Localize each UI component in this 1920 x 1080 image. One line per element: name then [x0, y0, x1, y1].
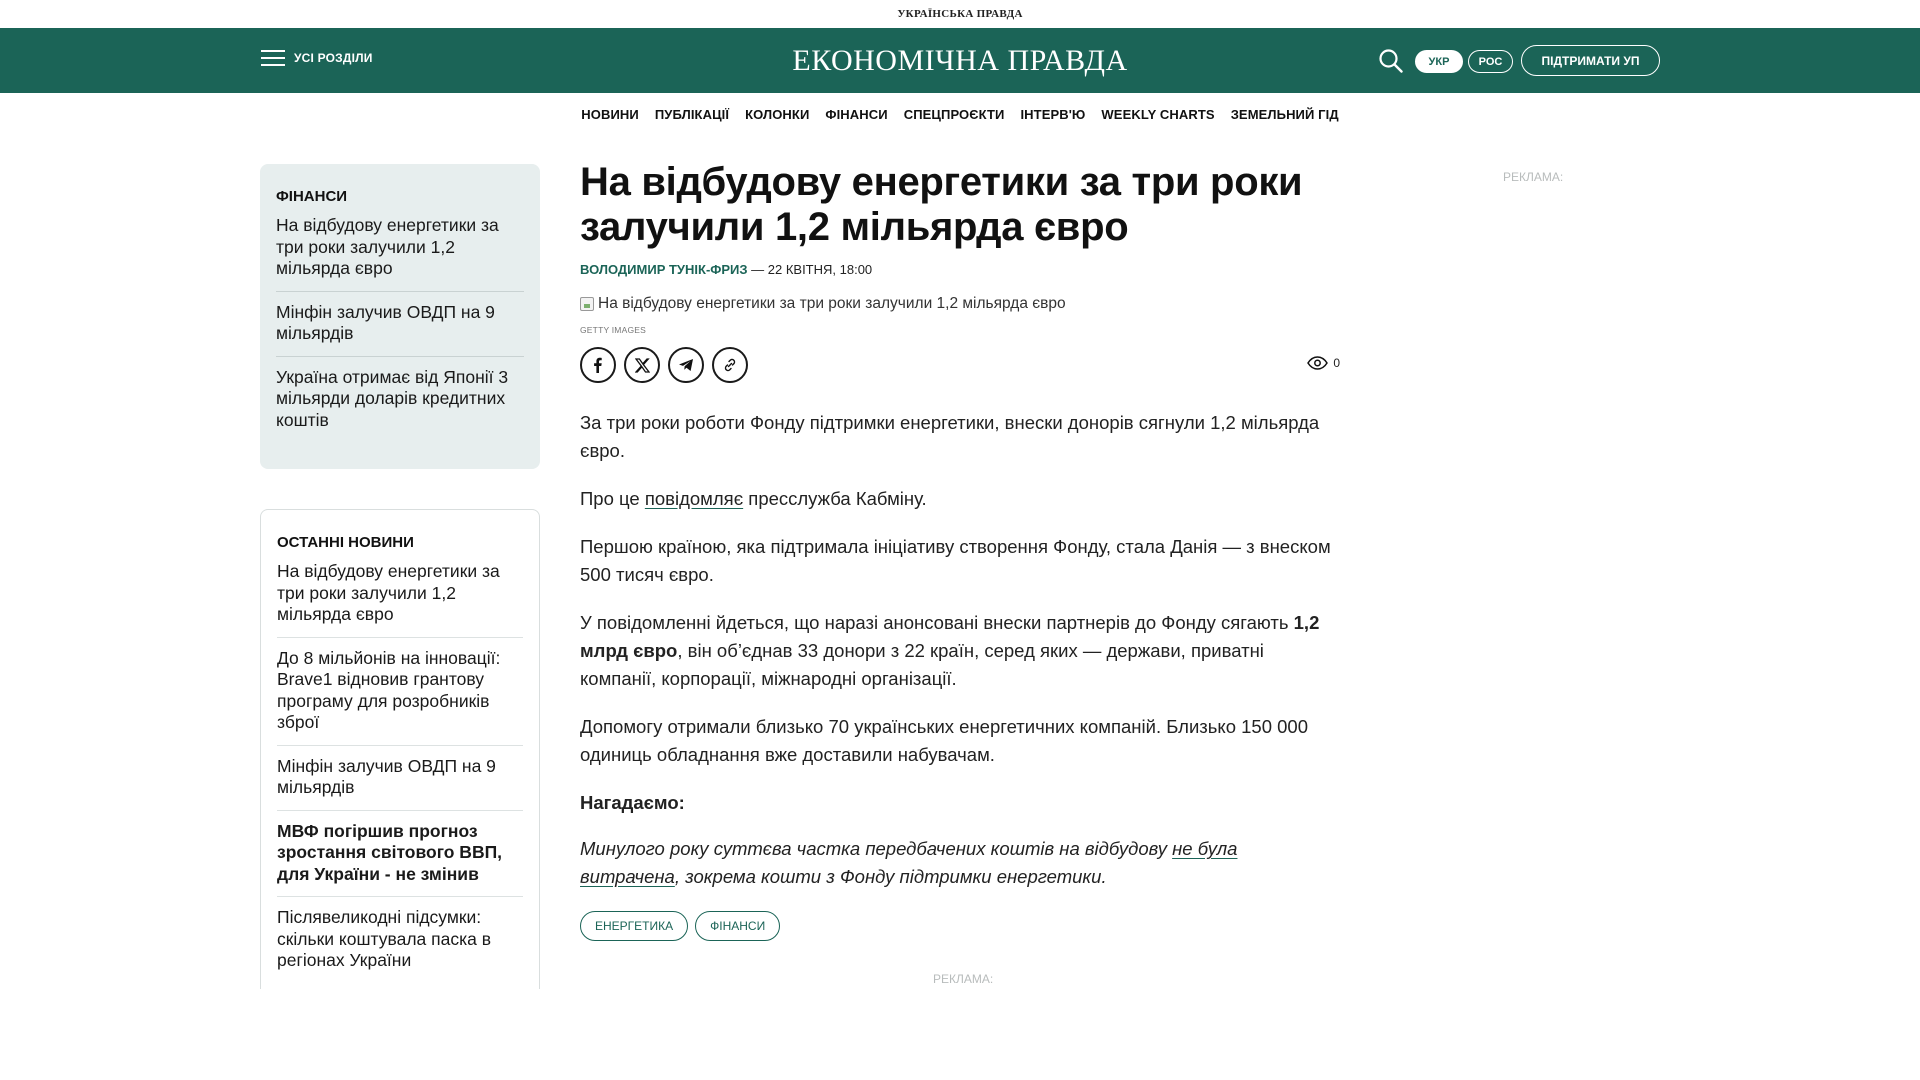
latest-news-item[interactable]: Мінфін залучив ОВДП на 9 мільярдів [277, 746, 523, 811]
eye-icon [1307, 356, 1328, 370]
search-icon [1378, 48, 1404, 74]
share-x-button[interactable] [624, 347, 660, 383]
view-count: 0 [1333, 356, 1340, 370]
share-telegram-button[interactable] [668, 347, 704, 383]
support-up-button[interactable]: ПІДТРИМАТИ УП [1521, 45, 1660, 76]
nav-item-columns[interactable]: КОЛОНКИ [745, 106, 810, 122]
paragraph: За три роки роботи Фонду підтримки енергетики, внески донорів сягнули 1,2 мільярда євро. [580, 412, 1320, 461]
finance-list-item[interactable]: Мінфін залучив ОВДП на 9 мільярдів [276, 292, 524, 357]
nav-item-publications[interactable]: ПУБЛІКАЦІЇ [654, 106, 730, 122]
article-byline [580, 262, 1340, 277]
author-link[interactable]: ВОЛОДИМИР ТУНІК-ФРИЗ [580, 262, 748, 277]
share-row [580, 347, 1340, 383]
lang-ros-toggle[interactable]: РОС [1468, 50, 1513, 73]
article-body [580, 409, 1340, 891]
site-logo[interactable]: ЕКОНОМІЧНА ПРАВДА [792, 44, 1128, 77]
x-icon [635, 358, 650, 373]
nav-item-special-projects[interactable]: СПЕЦПРОЄКТИ [903, 106, 1005, 122]
nav-item-news[interactable]: НОВИНИ [581, 106, 639, 122]
paragraph: Допомогу отримали близько 70 українських енергетичних компаній. Близько 150 000 одиниць обладнання вже доставили набувачам. [580, 716, 1309, 765]
ad-label-bottom: РЕКЛАМА: [933, 972, 994, 986]
all-sections-label: УСІ РОЗДІЛИ [294, 51, 373, 65]
article-tags [580, 911, 1340, 941]
tag-energy[interactable]: ЕНЕРГЕТИКА [580, 911, 688, 941]
latest-news-title: ОСТАННІ НОВИНИ [277, 534, 414, 551]
lang-ukr-toggle[interactable]: УКР [1415, 50, 1463, 73]
article-date: — 22 КВІТНЯ, 18:00 [747, 262, 873, 277]
top-strip [0, 0, 1920, 28]
paragraph: Минулого року суттєва частка передбачених коштів на відбудову не була витрачена, зокрема кошти з Фонду підтримки енергетики. [580, 838, 1238, 887]
broken-image-icon [580, 297, 594, 311]
latest-news-item[interactable]: На відбудову енергетики за три роки залучили 1,2 мільярда євро [277, 561, 523, 638]
finance-box-title[interactable]: ФІНАНСИ [276, 188, 348, 205]
paragraph: Про це повідомляє пресслужба Кабміну. [580, 488, 927, 509]
article [580, 160, 1340, 941]
latest-news-item[interactable]: Післявеликодні підсумки: скільки коштувала паска в регіонах України [277, 907, 492, 970]
hamburger-icon [261, 50, 285, 66]
view-counter [1307, 356, 1340, 370]
reminder-heading: Нагадаємо: [580, 792, 685, 813]
not-spent-link[interactable]: не була витрачена [580, 838, 1238, 887]
highlight-amount: 1,2 млрд євро [580, 612, 1320, 661]
up-brand-link[interactable]: УКРАЇНСЬКА ПРАВДА [897, 8, 1023, 20]
source-link[interactable]: повідомляє [644, 488, 744, 509]
finance-sidebar-box [260, 164, 540, 469]
article-image-alt: На відбудову енергетики за три роки залучили 1,2 мільярда євро [598, 295, 1066, 312]
nav-item-land-guide[interactable]: ЗЕМЕЛЬНИЙ ГІД [1230, 106, 1339, 122]
article-title: На відбудову енергетики за три роки залучили 1,2 мільярда євро [580, 160, 1303, 249]
ad-label-right: РЕКЛАМА: [1503, 170, 1564, 184]
latest-news-sidebar-box [260, 509, 540, 989]
search-button[interactable] [1378, 48, 1404, 74]
share-facebook-button[interactable] [580, 347, 616, 383]
finance-list-item[interactable]: Україна отримає від Японії 3 мільярди доларів кредитних коштів [276, 366, 509, 430]
site-header [0, 28, 1920, 93]
main-nav [0, 93, 1920, 135]
article-image [580, 295, 1340, 313]
paragraph: Першою країною, яка підтримала ініціативу створення Фонду, стала Данія — з внеском 500 тисяч євро. [580, 536, 1331, 585]
telegram-icon [678, 357, 694, 373]
link-icon [722, 357, 738, 373]
nav-item-interviews[interactable]: ІНТЕРВ'Ю [1020, 106, 1086, 122]
nav-item-finance[interactable]: ФІНАНСИ [825, 106, 888, 122]
nav-item-weekly-charts[interactable]: WEEKLY CHARTS [1101, 106, 1215, 122]
facebook-icon [590, 357, 606, 373]
tag-finance[interactable]: ФІНАНСИ [695, 911, 780, 941]
image-credit: GETTY IMAGES [580, 325, 647, 335]
latest-news-item[interactable]: МВФ погіршив прогноз зростання світового ВВП, для України - не змінив [277, 811, 523, 898]
copy-link-button[interactable] [712, 347, 748, 383]
all-sections-menu-button[interactable] [261, 50, 373, 66]
finance-list-item[interactable]: На відбудову енергетики за три роки залучили 1,2 мільярда євро [276, 215, 524, 292]
paragraph: У повідомленні йдеться, що наразі анонсовані внески партнерів до Фонду сягають 1,2 млрд євро, він об’єднав 33 донори з 22 країн, серед яких — держави, приватні компанії, корпорації, міжнародні організації. [580, 612, 1320, 689]
latest-news-item[interactable]: До 8 мільйонів на інновації: Brave1 відновив грантову програму для розробників зброї [277, 638, 523, 746]
